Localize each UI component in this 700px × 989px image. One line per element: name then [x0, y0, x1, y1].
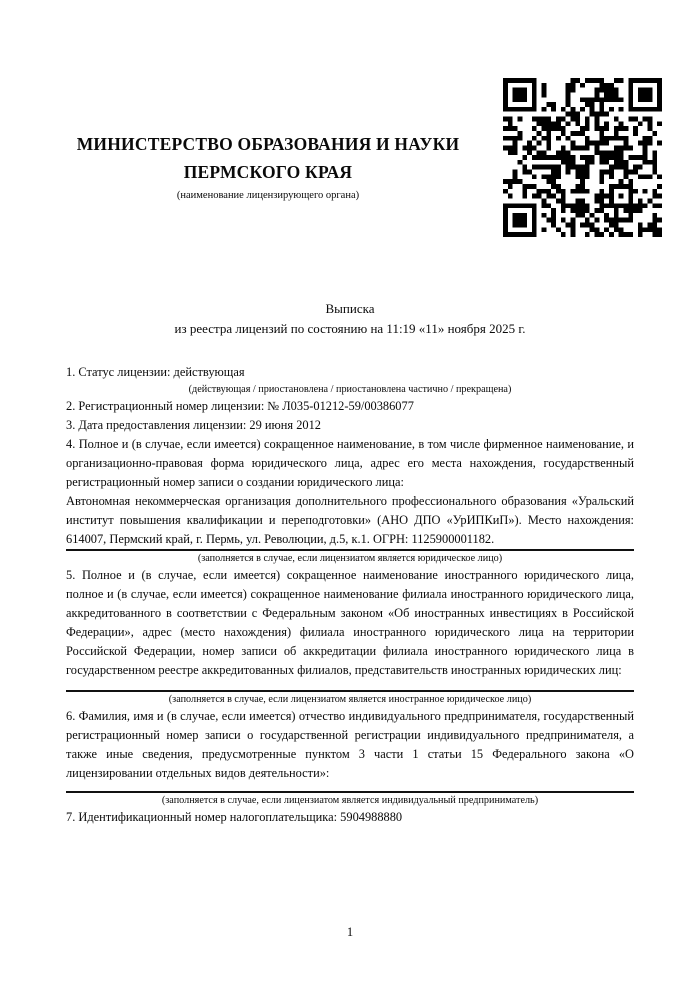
legal-entity-label: 4. Полное и (в случае, если имеется) сокращенное наименование, в том числе фирменное наименование, и организационно-правовая форма юридического лица, адрес его места нахождения, государственный регистрационный номер записи о создании юридического лица: — [66, 437, 634, 489]
document-title: Выписка — [325, 301, 375, 316]
entrepreneur-note: (заполняется в случае, если лицензиатом является индивидуальный предприниматель) — [161, 795, 539, 806]
foreign-entity-value — [66, 680, 634, 690]
ministry-name-line1: МИНИСТЕРСТВО ОБРАЗОВАНИЯ И НАУКИ — [76, 134, 460, 154]
licensing-authority-header — [42, 130, 494, 202]
entrepreneur-value — [66, 783, 634, 791]
license-status-note: (действующая / приостановлена / приостановлена частично / прекращена) — [188, 384, 512, 395]
document-subtitle: из реестра лицензий по состоянию на 11:19 «11» ноября 2025 г. — [174, 321, 526, 336]
ministry-name-line2: ПЕРМСКОГО КРАЯ — [183, 162, 353, 182]
foreign-entity-note: (заполняется в случае, если лицензиатом является иностранное юридическое лицо) — [168, 694, 532, 705]
license-details — [66, 363, 634, 827]
ministry-name — [42, 130, 494, 186]
license-status-line: 1. Статус лицензии: действующая — [66, 365, 245, 379]
document-title-block — [66, 299, 634, 339]
registration-number-line: 2. Регистрационный номер лицензии: № Л035-01212-59/00386077 — [66, 399, 414, 413]
inn-line: 7. Идентификационный номер налогоплательщика: 5904988880 — [66, 810, 403, 824]
legal-entity-note: (заполняется в случае, если лицензиатом является юридическое лицо) — [197, 553, 503, 564]
page-number: 1 — [346, 925, 354, 939]
grant-date-line: 3. Дата предоставления лицензии: 29 июня 2012 — [66, 418, 322, 432]
foreign-entity-label: 5. Полное и (в случае, если имеется) сокращенное наименование иностранного юридического лица, полное и (в случае, если имеется) сокращенное наименование филиала иностранного юридического лица, аккредитованного в соответствии с Федеральным законом «Об иностранных инвестициях в Российской Федерации», адрес (место нахождения) филиала иностранного юридического лица на территории Российской Федерации, номер записи об аккредитации филиала иностранного юридического лица в государственном реестре аккредитованных филиалов, представительств иностранных юридических лиц: — [66, 568, 634, 677]
legal-entity-value: Автономная некоммерческая организация дополнительного профессионального образования «Уральский институт повышения квалификации и переподготовки» (АНО ДПО «УрИПКиП»). Место нахождения: 614007, Пермский край, г. Пермь, ул. Революции, д.5, к.1. ОГРН: 1125900001182. — [66, 494, 634, 546]
qr-code — [503, 78, 662, 237]
qr-code-image — [503, 78, 662, 237]
entrepreneur-label: 6. Фамилия, имя и (в случае, если имеется) отчество индивидуального предпринимателя, государственный регистрационный номер записи о государственной регистрации индивидуального предпринимателя, а также иные сведения, предусмотренные пунктом 3 части 1 статьи 15 Федерального закона «О лицензировании отдельных видов деятельности»: — [66, 709, 634, 780]
issuer-caption: (наименование лицензирующего органа) — [176, 190, 360, 201]
